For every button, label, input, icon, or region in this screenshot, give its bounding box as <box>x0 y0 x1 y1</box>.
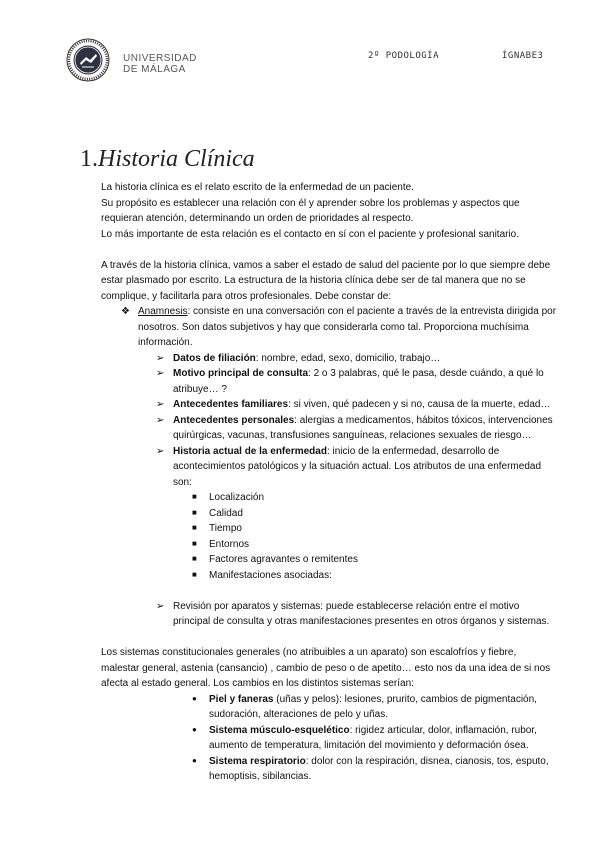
attribute-text: Entornos <box>209 538 250 550</box>
square-bullet-icon: ■ <box>192 538 197 548</box>
list-item-term: Antecedentes personales <box>173 414 295 426</box>
anamnesis-text: : consiste en una conversación con el paciente a través de la entrevista dirigida por nosotros. Son datos subjetivos y hay que considerarla como tal. Proporciona muchísima información. <box>138 306 557 348</box>
section-number: 1. <box>80 146 98 172</box>
section-title: Historia Clínica <box>98 146 255 172</box>
system-item <box>192 692 557 723</box>
intro-line-2: Su propósito es establecer una relación con él y aprender sobre los problemas y aspectos que requieran atención, determinando un orden de prioridades al respecto. <box>101 197 520 224</box>
arrow-bullet-icon: ➢ <box>156 368 165 379</box>
list-item <box>156 444 557 491</box>
list-item-text: : nombre, edad, sexo, domicilio, trabajo… <box>255 352 441 364</box>
arrow-bullet-icon: ➢ <box>156 352 165 364</box>
list-item-text: : alergias a medicamentos, hábitos tóxicos, intervenciones quirúrgicas, vacunas, transfusiones sanguíneas, relaciones sexuales de riesgo… <box>173 414 553 441</box>
round-bullet-icon: ● <box>192 755 197 765</box>
attribute-text: Calidad <box>209 507 243 519</box>
university-seal-logo <box>66 38 110 82</box>
attribute-item <box>192 537 557 553</box>
arrow-bullet-icon: ➢ <box>156 600 165 612</box>
list-item-text: : inicio de la enfermedad, desarrollo de acontecimientos patológicos y la situación actual. Los atributos de una enfermedad son: <box>173 445 542 488</box>
list-item <box>156 413 557 444</box>
attribute-text: Tiempo <box>209 523 242 534</box>
intro-line-3: Lo más importante de esta relación es el contacto en sí con el paciente y profesional sanitario. <box>101 228 520 240</box>
intro-line-1: La historia clínica es el relato escrito de la enfermedad de un paciente. <box>101 182 414 193</box>
system-text: (uñas y pelos): lesiones, prurito, cambios de pigmentación, sudoración, alteraciones de pelo y uñas. <box>209 693 537 720</box>
systems-paragraph: Los sistemas constitucionales generales (no atribuibles a un aparato) son escalofríos y fiebre, malestar general, astenia (cansancio) , cambio de peso o de apetito… esto nos da una idea de si nos afecta al estado general. Los cambios en los distintos sistemas serían: <box>101 647 551 689</box>
list-item-term: Datos de filiación <box>173 352 256 364</box>
course-label: 2º PODOLOGÍA <box>368 51 440 61</box>
page-title <box>80 146 255 173</box>
system-item <box>192 723 557 754</box>
list-item-term: Historia actual de la enfermedad <box>173 445 327 457</box>
square-bullet-icon: ■ <box>192 569 197 579</box>
revision-item <box>156 599 557 630</box>
attribute-item <box>192 521 557 537</box>
system-term: Sistema músculo-esquelético <box>209 724 350 736</box>
system-term: Sistema respiratorio <box>209 755 306 767</box>
system-text: : dolor con la respiración, disnea, cianosis, tos, esputo, hemoptisis, sibilancias. <box>209 755 549 782</box>
attribute-item <box>192 506 557 522</box>
system-term: Piel y faneras <box>209 693 274 705</box>
structure-paragraph: A través de la historia clínica, vamos a saber el estado de salud del paciente por lo que siempre debe estar plasmado por escrito. La estructura de la historia clínica debe ser de tal manera que no se complique, y facilitarla para otros profesionales. Debe constar de: <box>101 259 551 302</box>
square-bullet-icon: ■ <box>192 492 197 501</box>
square-bullet-icon: ■ <box>192 554 197 563</box>
list-item <box>156 397 557 413</box>
revision-text: Revisión por aparatos y sistemas: puede establecerse relación entre el motivo principal de consulta y otras manifestaciones presentes en otros órganos y sistemas. <box>173 600 550 627</box>
anamnesis-term: Anamnesis <box>138 306 188 317</box>
system-text: : rigidez articular, dolor, inflamación, rubor, aumento de temperatura, limitación del movimiento y deformación ósea. <box>209 724 537 751</box>
round-bullet-icon: ● <box>192 693 197 703</box>
attribute-item <box>192 490 557 506</box>
anamnesis-item <box>121 304 557 351</box>
round-bullet-icon: ● <box>192 724 197 734</box>
attribute-item <box>192 552 557 568</box>
list-item-text: : si viven, qué padecen y si no, causa de la muerte, edad… <box>288 399 551 410</box>
list-item <box>156 366 557 397</box>
square-bullet-icon: ■ <box>192 507 197 517</box>
attribute-text: Localización <box>209 492 265 503</box>
attribute-text: Manifestaciones asociadas: <box>209 569 332 581</box>
list-item <box>156 351 557 367</box>
arrow-bullet-icon: ➢ <box>156 445 165 457</box>
arrow-bullet-icon: ➢ <box>156 399 165 410</box>
attribute-text: Factores agravantes o remitentes <box>209 554 358 565</box>
square-bullet-icon: ■ <box>192 523 197 532</box>
page-header <box>66 38 546 78</box>
list-item-text: : 2 o 3 palabras, qué le pasa, desde cuándo, a qué lo atribuye… ? <box>173 368 544 395</box>
list-item-term: Antecedentes familiares <box>173 399 289 410</box>
group-label: ÍGNABE3 <box>502 51 544 61</box>
university-name <box>123 53 197 75</box>
arrow-bullet-icon: ➢ <box>156 414 165 426</box>
attribute-item <box>192 568 557 584</box>
university-name-line2: DE MÁLAGA <box>123 64 186 75</box>
document-body <box>101 180 557 785</box>
list-item-term: Motivo principal de consulta <box>173 368 309 379</box>
university-name-line1: UNIVERSIDAD <box>123 53 197 64</box>
system-item <box>192 754 557 785</box>
diamond-bullet-icon: ❖ <box>121 306 130 317</box>
